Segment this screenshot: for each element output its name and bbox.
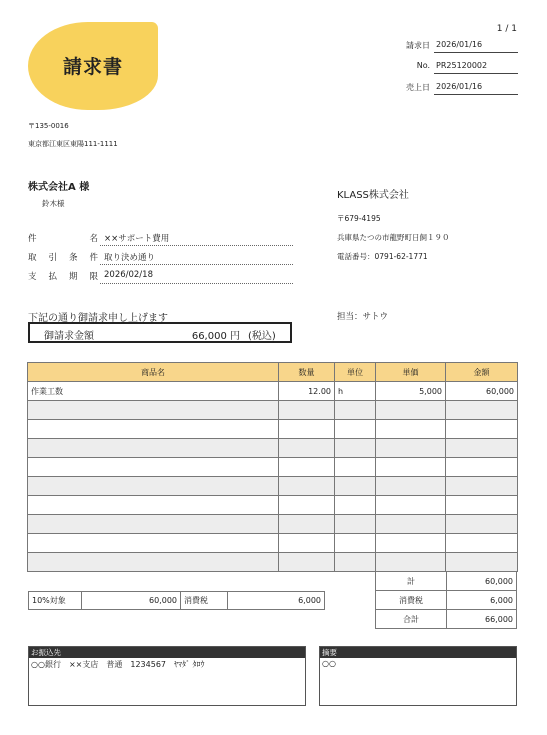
recipient-postal: 〒135-0016 <box>28 122 69 130</box>
sender-postal: 〒679-4195 <box>337 214 381 223</box>
bank-text: ○○銀行 ××支店 普通 1234567 ﾔﾏﾀﾞ ﾀﾛｳ <box>31 660 205 669</box>
empty-cell <box>446 477 518 496</box>
subject-field <box>28 232 293 246</box>
table-row <box>28 458 518 477</box>
empty-cell <box>376 420 446 439</box>
empty-cell <box>28 534 279 553</box>
empty-cell <box>446 401 518 420</box>
tax-breakdown-row <box>29 592 325 610</box>
cell-unit: h <box>335 382 376 401</box>
subtotal-row <box>376 572 517 591</box>
sender-company: KLASS株式会社 <box>337 190 409 201</box>
terms-value: 取り決め通り <box>100 251 293 265</box>
header-product: 商品名 <box>28 363 279 382</box>
empty-cell <box>376 401 446 420</box>
tax-row <box>376 591 517 610</box>
table-row <box>28 515 518 534</box>
table-header-row <box>28 363 518 382</box>
terms-label-char: 引 <box>48 253 57 263</box>
sender-phone: 電話番号：0791-62-1771 <box>337 252 428 261</box>
empty-cell <box>28 496 279 515</box>
items-table <box>27 362 518 572</box>
terms-label-char: 件 <box>89 253 98 263</box>
empty-cell <box>376 496 446 515</box>
number-label: No. <box>416 61 430 70</box>
tax-breakdown-value: 6,000 <box>228 592 325 610</box>
tax-label: 消費税 <box>376 591 447 610</box>
empty-cell <box>279 401 335 420</box>
recipient-address: 東京都江東区東陽111-1111 <box>28 140 118 148</box>
notes-panel <box>319 646 517 706</box>
empty-cell <box>376 534 446 553</box>
issue-date-row <box>388 40 518 54</box>
totals-table <box>375 571 517 629</box>
empty-cell <box>335 515 376 534</box>
empty-cell <box>335 534 376 553</box>
header-unit: 単位 <box>335 363 376 382</box>
empty-cell <box>28 439 279 458</box>
number-row <box>388 61 518 75</box>
issue-date-value: 2026/01/16 <box>434 40 518 53</box>
due-label-char: 期 <box>68 272 78 282</box>
empty-cell <box>335 458 376 477</box>
empty-cell <box>376 458 446 477</box>
cell-amount: 60,000 <box>446 382 518 401</box>
bank-header: お振込先 <box>29 647 305 658</box>
notes-text: ○○ <box>322 659 336 668</box>
table-row <box>28 534 518 553</box>
due-value: 2026/02/18 <box>100 270 293 284</box>
total-amount: 66,000 円 <box>191 331 240 342</box>
empty-cell <box>446 420 518 439</box>
empty-cell <box>446 496 518 515</box>
table-row <box>28 553 518 572</box>
table-row <box>28 382 518 401</box>
empty-cell <box>446 534 518 553</box>
empty-cell <box>335 401 376 420</box>
table-row <box>28 401 518 420</box>
empty-cell <box>376 477 446 496</box>
sender-person: 担当：サトウ <box>337 312 389 322</box>
table-row <box>28 439 518 458</box>
issue-date-label: 請求日 <box>406 41 430 50</box>
due-field <box>28 270 293 284</box>
tax-breakdown-label: 消費税 <box>181 592 228 610</box>
empty-cell <box>335 477 376 496</box>
due-label-char: 払 <box>48 272 57 282</box>
empty-cell <box>376 439 446 458</box>
empty-cell <box>28 420 279 439</box>
empty-cell <box>28 401 279 420</box>
empty-cell <box>279 534 335 553</box>
subtotal-label: 計 <box>376 572 447 591</box>
empty-cell <box>28 553 279 572</box>
total-amount-box <box>28 322 292 343</box>
empty-cell <box>279 439 335 458</box>
total-label: 御請求金額 <box>44 331 94 342</box>
cell-product: 作業工数 <box>28 382 279 401</box>
sales-date-value: 2026/01/16 <box>434 82 518 95</box>
recipient-contact: 鈴木様 <box>42 199 65 208</box>
terms-label-char: 取 <box>28 253 37 263</box>
sender-address: 兵庫県たつの市龍野町日飼１９０ <box>337 233 450 242</box>
table-row <box>28 496 518 515</box>
header-amount: 金額 <box>446 363 518 382</box>
sales-date-row <box>388 82 518 96</box>
empty-cell <box>335 439 376 458</box>
empty-cell <box>335 496 376 515</box>
cell-quantity: 12.00 <box>279 382 335 401</box>
page-number: 1 / 1 <box>496 24 517 34</box>
table-row <box>28 477 518 496</box>
grand-total-label: 合計 <box>376 610 447 629</box>
notes-header: 摘要 <box>320 647 516 658</box>
grand-total-value: 66,000 <box>447 610 517 629</box>
empty-cell <box>28 477 279 496</box>
empty-cell <box>446 458 518 477</box>
subject-value: ××サポート費用 <box>100 232 293 246</box>
tax-included-note: (税込) <box>248 331 276 342</box>
empty-cell <box>279 553 335 572</box>
recipient-company: 株式会社A 様 <box>28 182 90 193</box>
empty-cell <box>279 420 335 439</box>
cell-unit-price: 5,000 <box>376 382 446 401</box>
subtotal-value: 60,000 <box>447 572 517 591</box>
intro-text: 下記の通り御請求申し上げます <box>28 313 168 324</box>
empty-cell <box>376 553 446 572</box>
tax-value: 6,000 <box>447 591 517 610</box>
empty-cell <box>446 439 518 458</box>
empty-cell <box>376 515 446 534</box>
tax-rate-label: 10%対象 <box>29 592 82 610</box>
empty-cell <box>279 496 335 515</box>
grand-total-row <box>376 610 517 629</box>
bank-panel <box>28 646 306 706</box>
terms-field <box>28 251 293 265</box>
empty-cell <box>28 515 279 534</box>
number-value: PR25120002 <box>434 61 518 74</box>
empty-cell <box>279 477 335 496</box>
subject-label <box>28 232 98 244</box>
empty-cell <box>446 515 518 534</box>
empty-cell <box>335 553 376 572</box>
subject-label-char: 件 <box>28 234 37 244</box>
terms-label <box>28 251 98 263</box>
empty-cell <box>28 458 279 477</box>
subject-label-char: 名 <box>89 234 98 244</box>
tax-base-value: 60,000 <box>82 592 181 610</box>
due-label-char: 限 <box>89 272 98 282</box>
table-row <box>28 420 518 439</box>
sales-date-label: 売上日 <box>406 83 430 92</box>
empty-cell <box>279 515 335 534</box>
empty-cell <box>335 420 376 439</box>
due-label <box>28 270 98 282</box>
empty-cell <box>446 553 518 572</box>
due-label-char: 支 <box>28 272 37 282</box>
empty-cell <box>279 458 335 477</box>
terms-label-char: 条 <box>68 253 78 263</box>
tax-breakdown-table <box>28 591 325 610</box>
document-title: 請求書 <box>62 56 123 78</box>
header-unit-price: 単価 <box>376 363 446 382</box>
header-quantity: 数量 <box>279 363 335 382</box>
